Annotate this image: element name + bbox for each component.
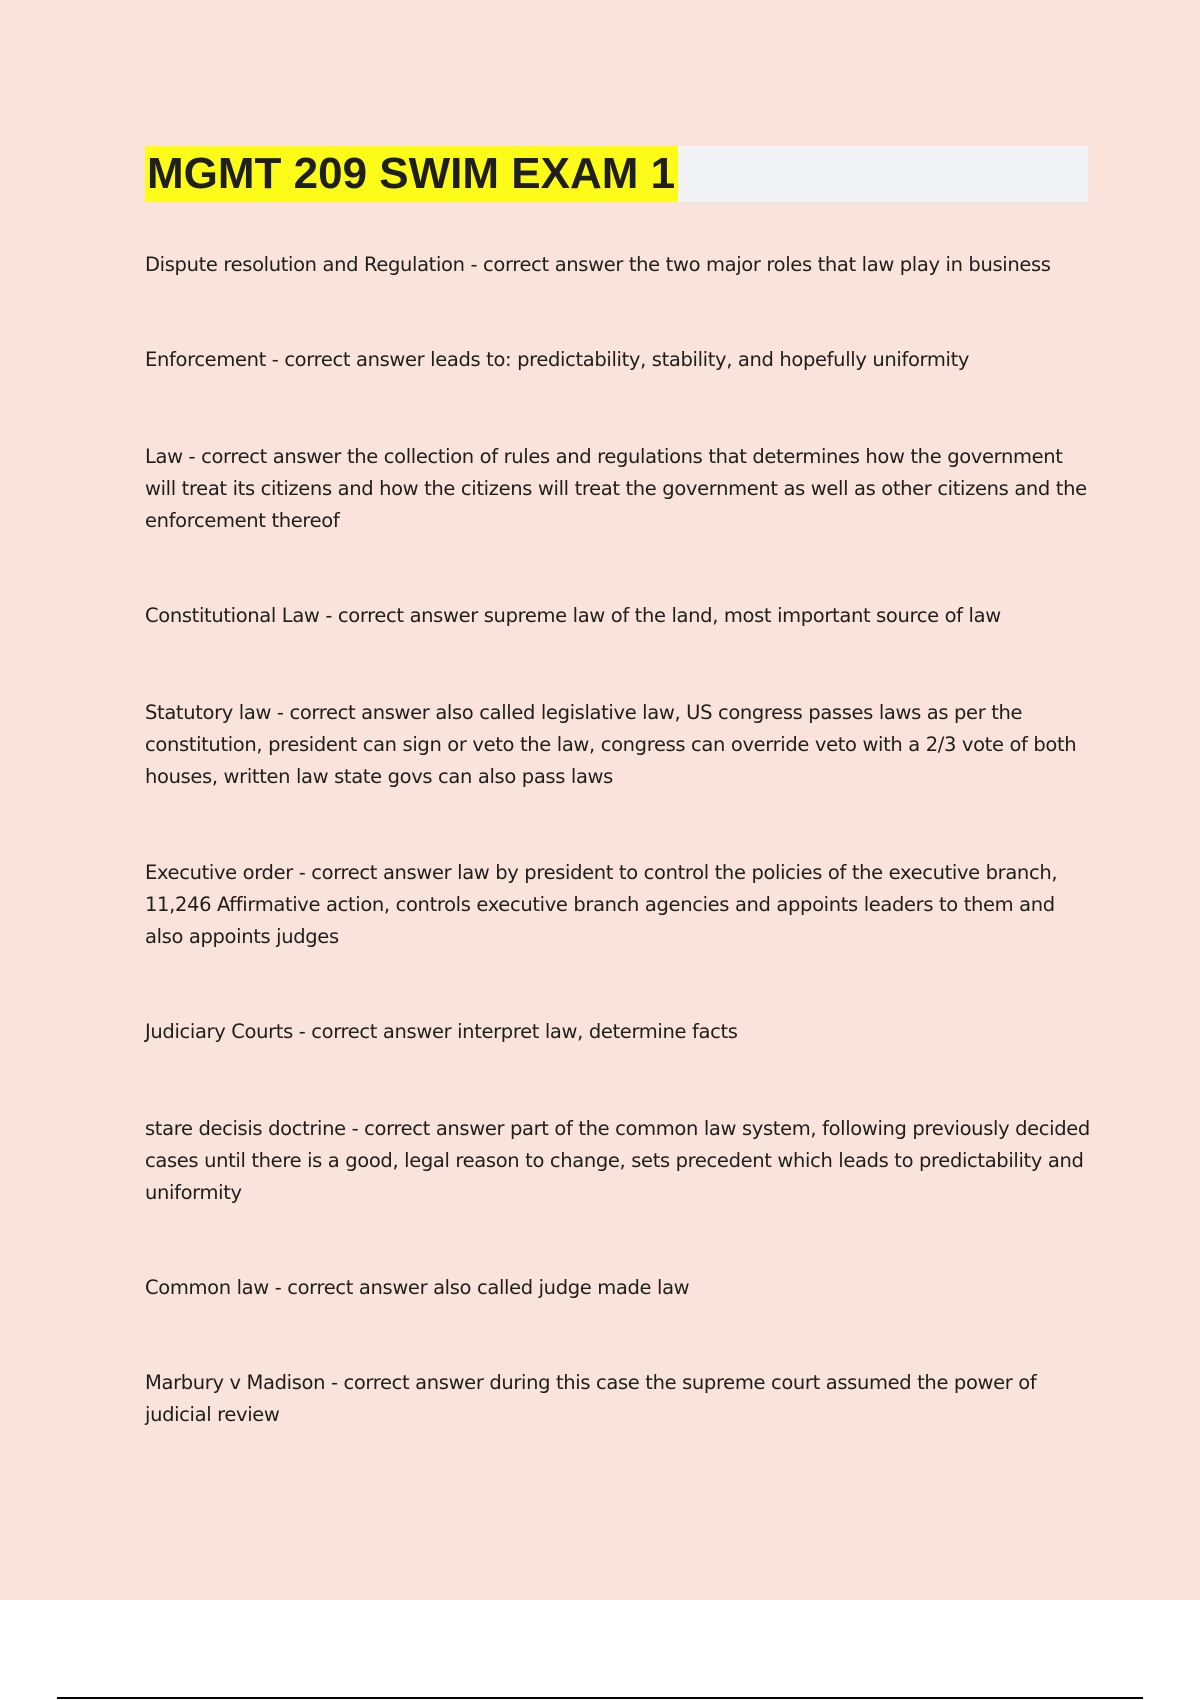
- entry-constitutional-law: Constitutional Law - correct answer supreme law of the land, most important source of law: [145, 604, 1001, 627]
- entry-marbury-v-madison: Marbury v Madison - correct answer during this case the supreme court assumed the power of judicial review: [145, 1371, 1037, 1426]
- entry-enforcement: Enforcement - correct answer leads to: predictability, stability, and hopefully uniformity: [145, 348, 970, 371]
- title-band: [145, 146, 1088, 202]
- entry-judiciary-courts: Judiciary Courts - correct answer interpret law, determine facts: [145, 1020, 738, 1043]
- entry-executive-order: Executive order - correct answer law by president to control the policies of the executive branch, 11,246 Affirmative action, controls executive branch agencies and appoints leaders to them and also appoints judges: [145, 861, 1058, 948]
- entry-statutory-law: Statutory law - correct answer also called legislative law, US congress passes laws as per the constitution, president can sign or veto the law, congress can override veto with a 2/3 vote of both houses, written law state govs can also pass laws: [145, 701, 1077, 788]
- entry-common-law: Common law - correct answer also called judge made law: [145, 1276, 690, 1299]
- entry-stare-decisis: stare decisis doctrine - correct answer part of the common law system, following previously decided cases until there is a good, legal reason to change, sets precedent which leads to predictability and uniformity: [145, 1117, 1090, 1204]
- footer-divider: [57, 1697, 1143, 1699]
- entry-dispute-resolution: Dispute resolution and Regulation - correct answer the two major roles that law play in business: [145, 253, 1051, 276]
- entry-law: Law - correct answer the collection of rules and regulations that determines how the government will treat its citizens and how the citizens will treat the government as well as other citizens and the enforcement thereof: [145, 445, 1087, 532]
- document-title: MGMT 209 SWIM EXAM 1: [145, 146, 678, 202]
